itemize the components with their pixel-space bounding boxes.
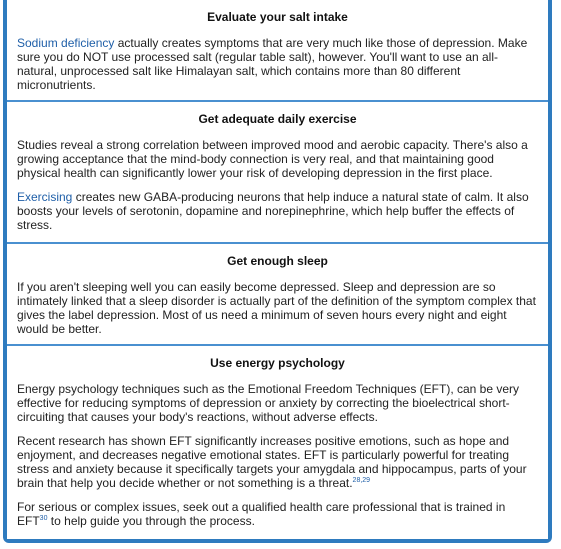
section-title: Get adequate daily exercise [198, 112, 357, 126]
section-title: Get enough sleep [227, 254, 328, 268]
section-paragraph: Recent research has shown EFT significantly increases positive emotions, such as hope and enjoyment, and decreases negative emotional states. EFT is particularly powerful for treating stress and anxiety because it specifically targets your amygdala and hippocampus, parts of your brain that help you decide whether or not something is a threat.$^{28,29}$ [17, 434, 527, 490]
section-title: Use energy psychology [210, 356, 345, 370]
section-paragraph: Exercising creates new GABA-producing neurons that help induce a natural state of calm. It also boosts your levels of serotonin, dopamine and norepinephrine, which help buffer the effects of stress. [17, 190, 529, 232]
section-paragraph: Studies reveal a strong correlation between improved mood and aerobic capacity. There's also a growing acceptance that the mind-body connection is very real, and that maintaining good physical health can significantly lower your risk of developing depression in the first place. [17, 138, 528, 180]
section-paragraph: Sodium deficiency actually creates symptoms that are very much like those of depression. Make sure you do NOT use processed salt (regular table salt), however. You'll want to use an all-natural, unprocessed salt like Himalayan salt, which contains more than 80 different micronutrients. [17, 36, 528, 92]
citation-link[interactable]: 30 [39, 515, 48, 522]
exercising-link[interactable]: Exercising [17, 190, 73, 204]
section-title: Evaluate your salt intake [207, 10, 348, 24]
citation-link[interactable]: 28,29 [352, 477, 371, 484]
section-paragraph: For serious or complex issues, seek out a qualified health care professional that is trained in EFT$^{30}$ to help guide you through the process. [17, 500, 506, 528]
section-exercise [7, 102, 548, 244]
sodium-deficiency-link[interactable]: Sodium deficiency [17, 36, 115, 50]
section-sleep [7, 244, 548, 346]
section-energy-psychology [7, 346, 548, 539]
section-paragraph: Energy psychology techniques such as the Emotional Freedom Techniques (EFT), can be very effective for reducing symptoms of depression or anxiety by correcting the bioelectrical short-circuiting that causes your body's reactions, without adverse effects. [17, 382, 520, 424]
section-paragraph: If you aren't sleeping well you can easily become depressed. Sleep and depression are so intimately linked that a sleep disorder is actually part of the definition of the symptom complex that gives the label depression. Most of us need a minimum of seven hours every night and eight would be better. [17, 280, 536, 336]
content-box [3, 0, 552, 543]
section-salt [7, 0, 548, 102]
